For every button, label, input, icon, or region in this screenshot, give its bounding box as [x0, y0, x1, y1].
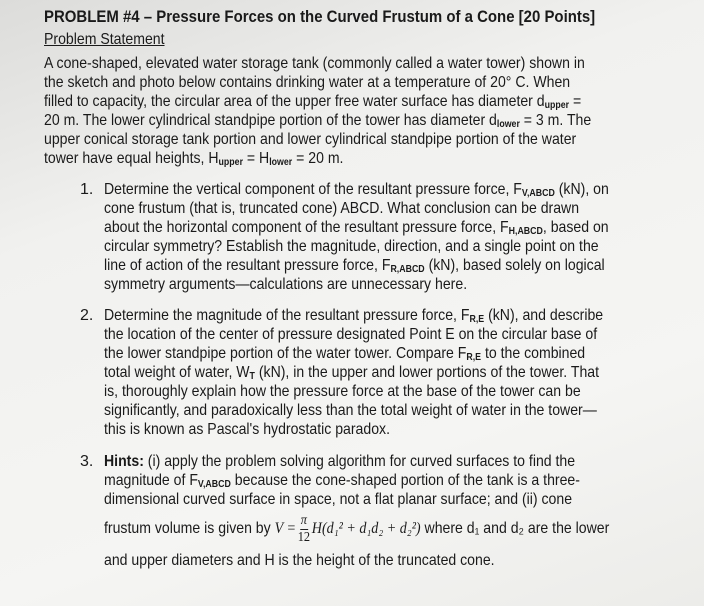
line-text: filled to capacity, the circular area of the upper free water surface has diameter $d_{upper}$ = — [44, 93, 582, 111]
text-line — [104, 382, 671, 401]
subscript: V,ABCD — [197, 479, 231, 490]
line-text: Determine the magnitude of the resultant pressure force, $F_{R,E}$ (kN), and describe — [104, 307, 604, 325]
line-text: upper conical storage tank portion and lower cylindrical standpipe portion of the water — [44, 131, 577, 148]
line-text: the lower standpipe portion of the water tower. Compare $F_{R,E}$ to the combined — [104, 345, 586, 363]
line-text: the sketch and photo below contains drinking water at a temperature of 20° C. When — [44, 74, 571, 91]
text-line — [104, 199, 678, 218]
subscript: upper — [544, 100, 570, 111]
text-line — [104, 306, 671, 325]
question-text — [104, 452, 678, 570]
problem-statement-heading — [44, 30, 181, 49]
line-text: circular symmetry? Establish the magnitude, direction, and a single point on the — [104, 238, 599, 255]
statement-paragraph — [44, 54, 666, 168]
text-line: magnitude of $F_{V,ABCD}$ because the cone-shaped portion of the tank is a three- — [104, 472, 580, 490]
text-line — [104, 344, 671, 363]
line-text: significantly, and paradoxically less than the total weight of water in the tower— — [104, 402, 597, 419]
text-line — [104, 325, 671, 344]
text-line — [104, 420, 671, 439]
line-text: the location of the center of pressure designated Point E on the circular base of — [104, 326, 598, 343]
subscript: upper — [218, 157, 243, 168]
subscript: T — [249, 371, 255, 382]
line-text: cone frustum (that is, truncated cone) ABCD. What conclusion can be drawn — [104, 200, 580, 217]
text-line: and upper diameters and H is the height of the truncated cone. — [104, 552, 495, 569]
text-line — [104, 363, 671, 382]
line-text: this is known as Pascal's hydrostatic paradox. — [104, 421, 390, 438]
line-text: A cone-shaped, elevated water storage tank (commonly called a water tower) shown in — [44, 55, 585, 72]
question-text — [104, 306, 671, 439]
subscript: H,ABCD — [508, 226, 543, 237]
fraction-denominator: 12 — [297, 529, 311, 545]
text-line — [44, 92, 666, 111]
line-text: Determine the vertical component of the resultant pressure force, $F_{V,ABCD}$ (kN), on — [104, 181, 609, 199]
line-text: symmetry arguments—calculations are unnecessary here. — [104, 276, 468, 293]
text-line — [44, 111, 666, 130]
formula-rhs: H(d₁² + d₁d₂ + d₂²) — [311, 520, 421, 537]
text-segment: where d₁ and d₂ are the lower — [420, 520, 610, 538]
subscript: lower — [496, 119, 520, 130]
text-line: (i) apply the problem solving algorithm for curved surfaces to find the — [143, 453, 576, 470]
text-line — [104, 401, 671, 420]
subscript: R,E — [469, 314, 485, 325]
text-line — [104, 256, 678, 275]
formula-line — [104, 511, 609, 547]
formula-lhs: V = — [274, 520, 296, 537]
question-number: 3. — [80, 453, 94, 470]
text-line — [104, 218, 678, 237]
text-segment: frustum volume is given by — [104, 520, 275, 538]
text-line — [104, 180, 678, 199]
subscript: V,ABCD — [521, 188, 555, 199]
text-line — [44, 73, 666, 92]
text-line: dimensional curved surface in space, not a flat planar surface; and (ii) cone — [104, 491, 573, 508]
title-text: PROBLEM #4 – Pressure Forces on the Curved Frustum of a Cone [20 Points] — [44, 7, 596, 26]
text-line — [104, 237, 678, 256]
subscript: lower — [269, 157, 293, 168]
line-text: line of action of the resultant pressure force, $F_{R,ABCD}$ (kN), based solely on logical — [104, 257, 605, 275]
formula-fraction — [298, 513, 310, 546]
hints-label: Hints: — [104, 453, 144, 470]
line-text: tower have equal heights, $H_{upper} = H_{lower} = 20$ m. — [44, 150, 344, 168]
line-text: 20 m. The lower cylindrical standpipe portion of the tower has diameter $d_{lower} = 3$ m. The — [44, 112, 592, 130]
problem-title — [44, 6, 670, 28]
frustum-volume-formula — [275, 511, 421, 547]
fraction-numerator: π — [300, 512, 307, 528]
text-line — [44, 149, 666, 168]
subscript: R,ABCD — [390, 264, 425, 275]
text-line — [44, 54, 666, 73]
text-line — [44, 130, 666, 149]
line-text: is, thoroughly explain how the pressure force at the base of the tower can be — [104, 383, 581, 400]
text-line — [104, 275, 678, 294]
question-text — [104, 180, 678, 294]
question-number: 1. — [80, 181, 94, 198]
question-number: 2. — [80, 307, 94, 324]
subscript: R,E — [466, 352, 482, 363]
heading-text: Problem Statement — [44, 31, 165, 48]
line-text: total weight of water, $W_T$ (kN), in the upper and lower portions of the tower. That — [104, 364, 600, 382]
line-text: about the horizontal component of the resultant pressure force, $F_{H,ABCD}$, based on — [104, 219, 609, 237]
